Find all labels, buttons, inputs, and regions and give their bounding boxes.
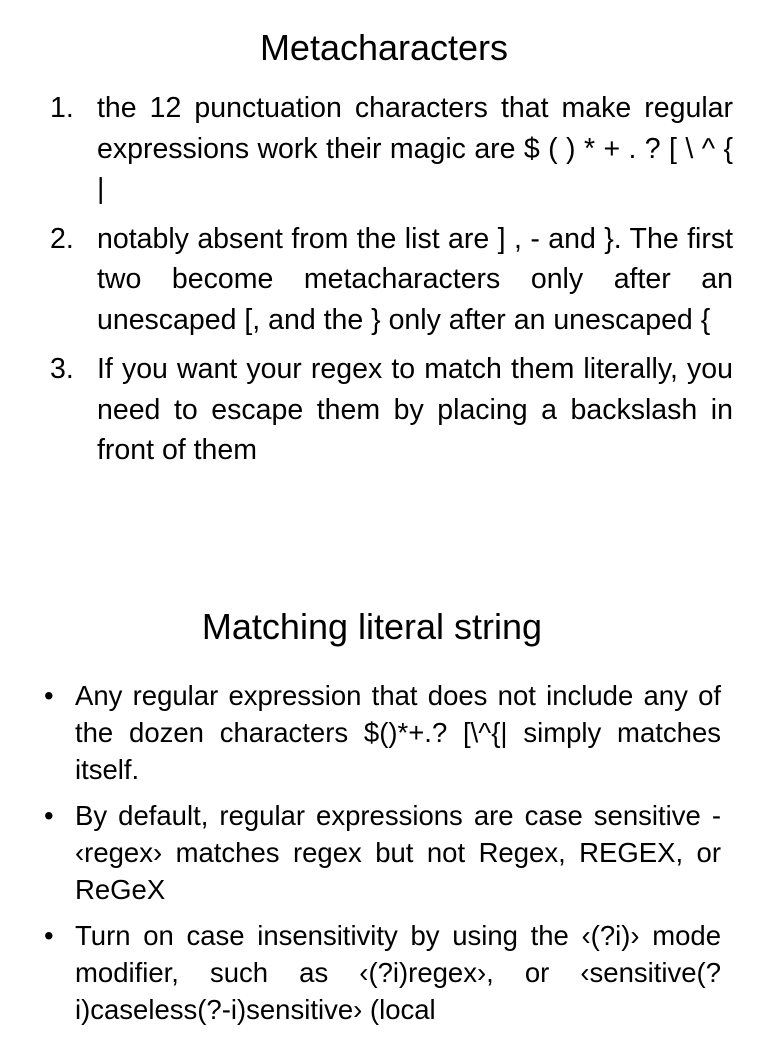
list-item-number: 3. [50,353,74,385]
list-item [50,88,733,210]
list-item-text: the 12 punctuation characters that make regular expressions work their magic are $ ( ) * + . ? [ \ ^ { | [97,92,733,205]
list-item [50,219,733,341]
list-item-number: 2. [50,222,74,255]
list-item-text: Any regular expression that does not include any of the dozen characters $()*+.? [\^{| simply matches itself. [75,680,721,785]
list-item [44,797,721,908]
list-item-text: notably absent from the list are ] , - and }. The first two become metacharacters only after an unescaped [, and the } only after an unescaped { [97,222,733,336]
list-item-number: 1. [50,92,74,124]
list-item-text: If you want your regex to match them literally, you need to escape them by placing a backslash in front of them [97,353,733,466]
list-item-text: By default, regular expressions are case sensitive - ‹regex› matches regex but not Regex, REGEX, or ReGeX [75,800,721,905]
list-item [44,677,721,788]
section-title-metacharacters: Metacharacters [259,27,509,68]
section-title-matching-literal-string: Matching literal string [201,606,543,647]
list-item-text: Turn on case insensitivity by using the ‹(?i)› mode modifier, such as ‹(?i)regex›, or ‹sensitive(?i)caseless(?-i)sensitive› (local [75,920,721,1025]
bullet-icon: • [44,680,54,711]
list-item [50,349,733,471]
bullet-icon: • [44,920,54,951]
metacharacters-list [50,88,733,480]
matching-literal-list [44,677,721,1037]
list-item [44,917,721,1028]
bullet-icon: • [44,800,54,831]
